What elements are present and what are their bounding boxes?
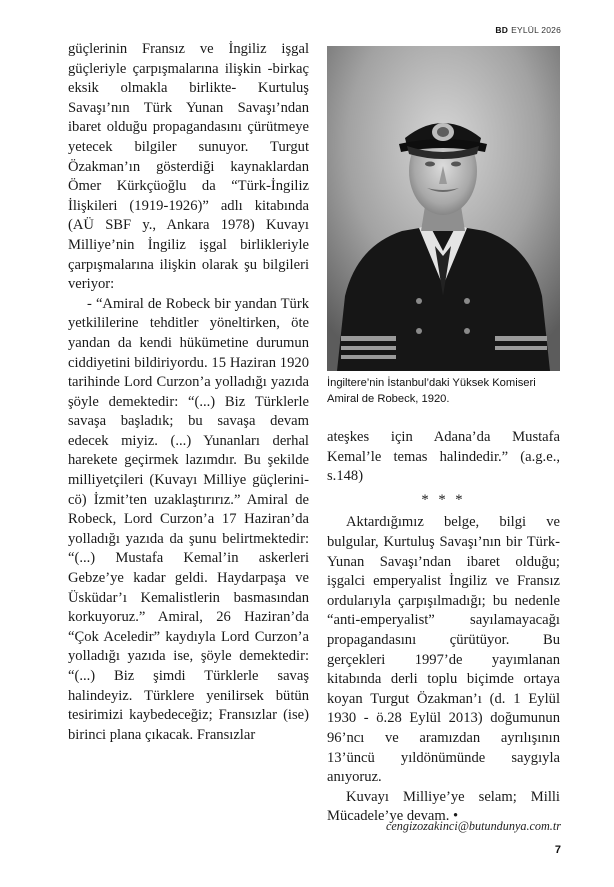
right-column — [327, 428, 560, 827]
quote-paragraph: - “Amiral de Robeck bir yandan Türk yetkililerine tehditler yöneltirken, öte yandan da kendi hükümetine durumun ciddiyetini bildiriyordu. 15 Haziran 1920 tarihinde Lord Curzon’a yolladığı yazıda şöyle demektedir: “(...) Biz Türklerle savaşa başladık; bu savaşa devam edecek miyiz. (...) Yunanları derhal harekete geçirmek lazımdır. Bu şekilde milliyetçileri (Kuvayı Milliye güçlerini-cö) İzmit’ten uzaklaştırırız.” Amiral de Robeck, Lord Curzon’a 17 Haziran’da yolladığı yazıda da şunu belirtmektedir: “(...) Mustafa Kemal’in askerleri Gebze’ye kadar geldi. Haydarpaşa ve Üsküdar’ı Kemalistlerin basmasından korkuyoruz.” Amiral, 26 Haziran’da “Çok Aceledir” kaydıyla Lord Curzon’a yolladığı yazıda ise, şöyle demektedir: “(...) Biz şimdi Türklerle savaş halindeyiz. Türklere yenilirsek bütün tesirimizi kaybedeceğiz; Fransızlar (ise) birinci plana çıkacak. Fransızlar — [68, 295, 309, 743]
photo-caption: İngiltere’nin İstanbul’daki Yüksek Komiseri Amiral de Robeck, 1920. — [327, 377, 536, 405]
paragraph: güçlerinin Fransız ve İngiliz işgal güçleriyle çarpışmalarına ilişkin -birkaç eksik olmakla birlikte- Kurtuluş Savaşı’nın Türk Yunan Savaşı’ndan ibaret olduğu propagandasını çürütmeye yetecek bilgiler sunuyor. Turgut Özakman’ın gösterdiği kaynaklardan Ömer Kürkçüoğlu da “Türk-İngiliz İlişkileri (1919-1926)” adlı kitabında (AÜ SBF y., Ankara 1978) Kuvayı Milliye’nin İngiliz işgal birlikleriyle çarpışmalarına ilişkin olarak şu bilgileri veriyor: — [68, 41, 309, 293]
issue-date: EYLÜL 2026 — [511, 25, 561, 35]
portrait-illustration — [327, 46, 560, 371]
paragraph: Aktardığımız belge, bilgi ve bulgular, Kurtuluş Savaşı’nın bir Türk-Yunan Savaşı’ndan ibaret olduğu; işgalci emperyalist İngiliz ve Fransız ordularıyla çarpışılmadığı; bu nedenle “anti-emperyalist” sayılamayacağı propagandasını çürütüyor. Bu gerçekleri 1997’de yayımlanan kitabında derli toplu biçimde ortaya koyan Turgut Özakman’ı (d. 1 Eylül 1930 - ö.28 Eylül 2013) doğumunun 96’ncı ve aramızdan ayrılışının 13’üncü yıldönümünde saygıyla anıyoruz. — [327, 514, 560, 786]
running-header — [495, 25, 561, 35]
author-email: cengizozakinci@butundunya.com.tr — [385, 819, 561, 833]
page-number: 7 — [554, 844, 561, 856]
section-separator: * * * — [421, 491, 466, 508]
paragraph: ateşkes için Adana’da Mustafa Kemal’le temas halindedir.” (a.g.e., s.148) — [327, 429, 560, 485]
magazine-logo: BD — [495, 25, 509, 35]
left-column — [68, 40, 309, 745]
admiral-portrait-photo — [327, 46, 560, 371]
closing-paragraph: Kuvayı Milliye’ye selam; Milli Mücadele’ye devam. • — [327, 788, 560, 825]
